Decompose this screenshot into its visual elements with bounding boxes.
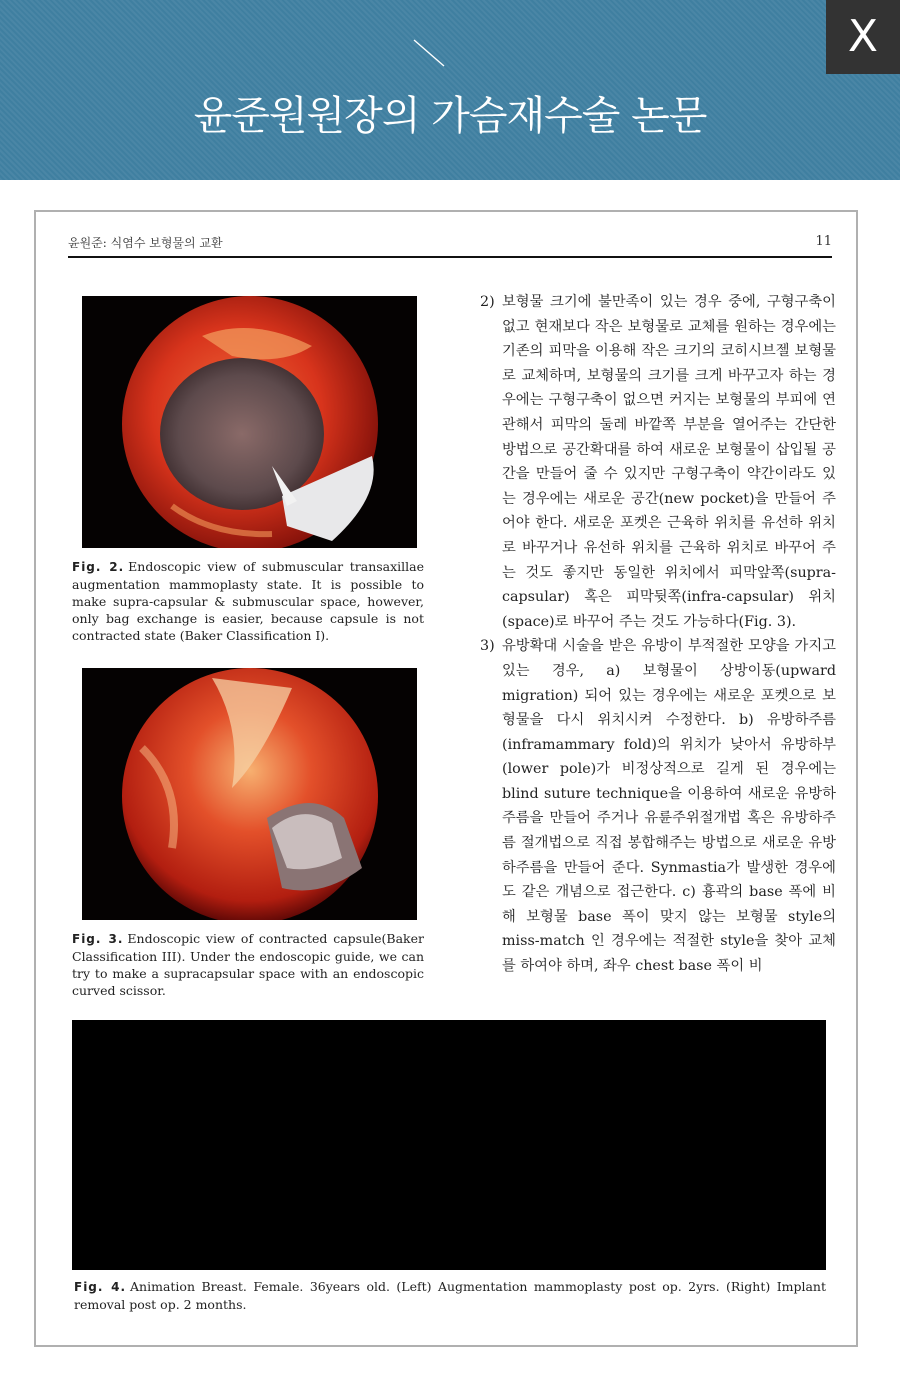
figure-3-label: Fig. 3. (72, 932, 124, 946)
page-number: 11 (815, 234, 832, 249)
figure-2-caption-text: Endoscopic view of submuscular transaxillae augmentation mammoplasty state. It is possible to make supra-capsular & submuscular space, however, only bag exchange is easier, because capsule is not contracted state (Baker Classification I). (72, 559, 425, 643)
paper-page (34, 210, 858, 1347)
figure-2-label: Fig. 2. (72, 560, 125, 574)
figure-3-caption (72, 930, 424, 999)
slash-decoration-icon (410, 36, 450, 70)
figure-2-caption (72, 558, 424, 644)
running-header (68, 232, 832, 258)
figure-4-video-player[interactable] (72, 1020, 826, 1270)
figure-4-caption-text: Animation Breast. Female. 36years old. (Left) Augmentation mammoplasty post op. 2yrs. (Right) Implant removal post op. 2 months. (74, 1279, 827, 1312)
paragraph-text: 유방확대 시술을 받은 유방이 부적절한 모양을 가지고 있는 경우, a) 보형물이 상방이동(upward migration) 되어 있는 경우에는 새로운 포켓으로 보형물을 다시 위치시켜 수정한다. b) 유방하주름(inframammary fold)의 위치가 낮아서 유방하부(lower pole)가 비정상적으로 길게 된 경우에는 blind suture technique을 이용하여 새로운 유방하주름을 만들어 주거나 유륜주위절개법 혹은 유방하주름 절개법으로 직접 봉합해주는 방법으로 새로운 유방하주름을 만들어 준다. Synmastia가 발생한 경우에도 같은 개념으로 접근한다. c) 흉곽의 base 폭에 비해 보형물 base 폭이 맞지 않는 보형물 style의 miss-match 인 경우에는 적절한 style을 찾아 교체를 하여야 하며, 좌우 chest base 폭이 비 (502, 638, 836, 975)
paragraph-number: 2) (480, 294, 495, 310)
figure-4-caption (74, 1278, 826, 1313)
figure-2-image (82, 296, 417, 548)
paragraph-2 (480, 290, 836, 634)
page-title: 윤준원원장의 가슴재수술 논문 (193, 93, 707, 139)
figure-3-image (82, 668, 417, 920)
paragraph-3 (480, 634, 836, 978)
figure-3-caption-text: Endoscopic view of contracted capsule(Baker Classification III). Under the endoscopic guide, we can try to make a supracapsular space with an endoscopic curved scissor. (72, 931, 424, 998)
figure-4-label: Fig. 4. (74, 1280, 127, 1294)
body-text-column (480, 290, 836, 979)
paragraph-number: 3) (480, 638, 495, 655)
paragraph-text: 보형물 크기에 불만족이 있는 경우 중에, 구형구축이 없고 현재보다 작은 보형물로 교체를 원하는 경우에는 기존의 피막을 이용해 작은 크기의 코히시브젤 보형물로 교체하며, 보형물의 크기를 크게 바꾸고자 하는 경우에는 구형구축이 없으면 커지는 보형물의 부피에 연관해서 피막의 둘레 바깥쪽 부분을 열어주는 간단한 방법으로 공간확대를 하여 새로운 보형물이 삽입될 공간을 만들어 줄 수 있지만 구형구축이 약간이라도 있는 경우에는 새로운 공간(new pocket)을 만들어 주어야 한다. 새로운 포켓은 근육하 위치를 유선하 위치로 바꾸거나 유선하 위치를 근육하 위치로 바꾸어 주는 것도 좋지만 동일한 위치에서 피막앞쪽(supra-capsular) 혹은 피막뒷쪽(infra-capsular) 위치(space)로 바꾸어 주는 것도 가능하다(Fig. 3). (502, 294, 836, 630)
running-head-text: 윤원준: 식염수 보형물의 교환 (68, 236, 223, 250)
close-button[interactable]: X (826, 0, 900, 74)
top-banner (0, 0, 900, 180)
